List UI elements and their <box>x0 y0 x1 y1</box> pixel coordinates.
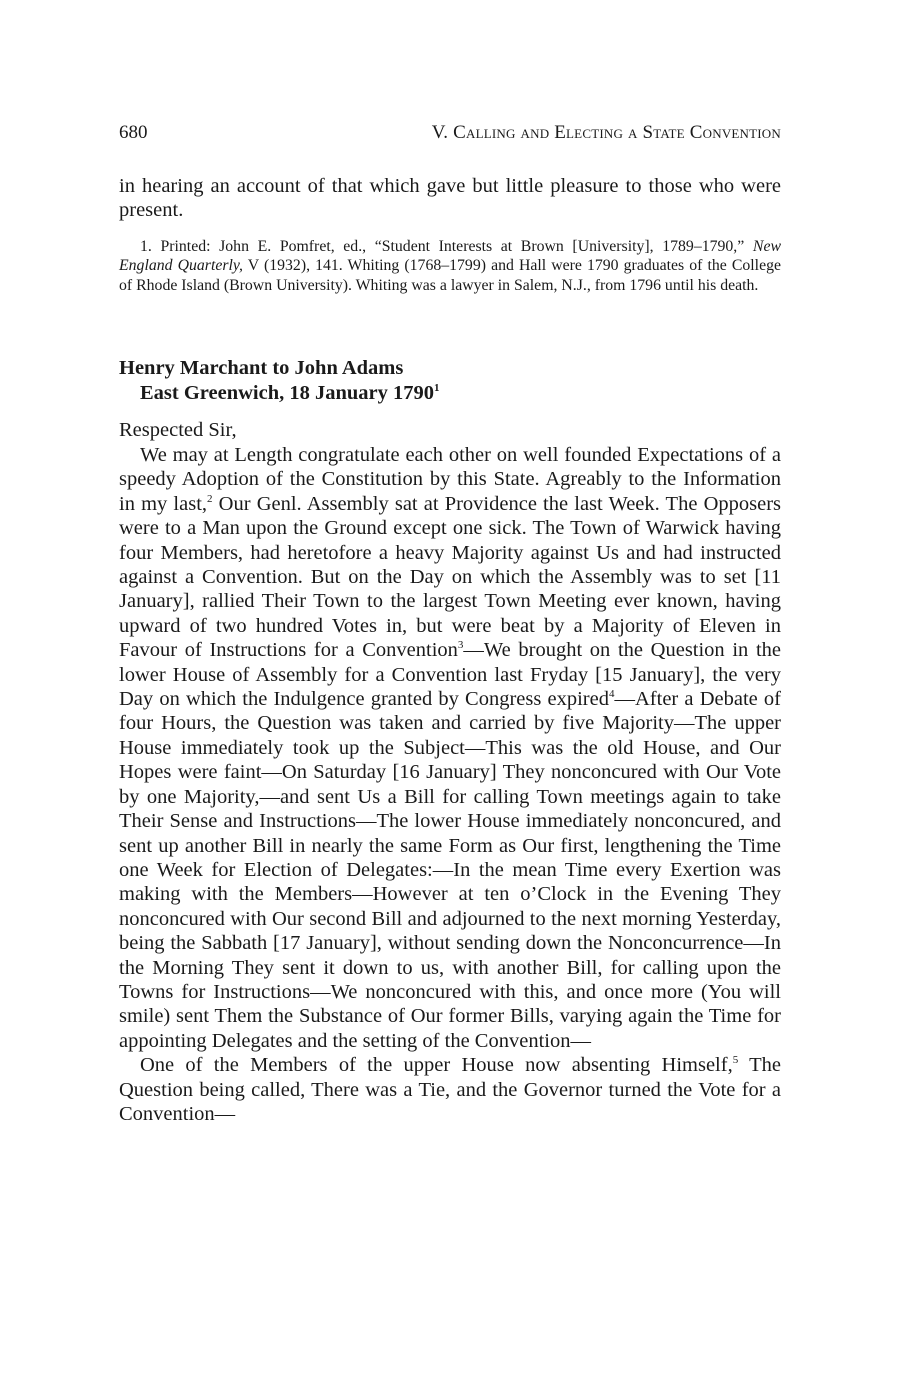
continued-text: in hearing an account of that which gave but little pleasure to those who were present. <box>119 175 781 222</box>
letter-segment: We may at Length congratulate each other on well founded Expectations of a speedy Adoption of the Constitution by this State. Agreably to the Information in my last, <box>119 444 781 515</box>
footnote-ref-2: 2 <box>207 492 213 505</box>
footnote-ref-3: 3 <box>457 639 464 652</box>
page-number: 680 <box>119 122 148 143</box>
footnote <box>119 237 781 295</box>
letter-segment: —After a Debate of four Hours, the Question was taken and carried by five Majority—The upper House immediately took up the Subject—This was the old House, and Our Hopes were faint—On Saturday [16 January] They nonconcured with Our Vote by one Majority,—and sent Us a Bill for calling Town meetings again to take Their Sense and Instructions—The lower House immediately nonconcured, and sent up another Bill in nearly the same Form as Our first, lengthening the Time one Week for Election of Delegates:—In the mean Time every Exertion was making with the Members—However at ten o’Clock in the Evening They nonconcured with Our second Bill and adjourned to the next morning Yesterday, being the Sabbath [17 January], without sending down the Nonconcurrence—In the Morning They sent it down to us, with another Bill, for calling upon the Towns for Instructions—We nonconcured with this, and once more (You will smile) sent Them the Substance of Our former Bills, varying again the Time for appointing Delegates and the setting of the Convention— <box>119 688 781 1052</box>
letter-segment: Our Genl. Assembly sat at Providence the last Week. The Opposers were to a Man upon the Ground except one sick. The Town of Warwick having four Members, had heretofore a heavy Majority against Us and had instructed against a Convention. But on the Day on which the Assembly was to set [11 January], rallied Their Town to the largest Town Meeting ever known, having upward of two hundred Votes in, but were beat by a Majority of Eleven in Favour of Instructions for a Convention <box>119 492 781 662</box>
continued-paragraph <box>119 174 781 223</box>
running-title: V. Calling and Electing a State Convention <box>431 122 781 143</box>
heading-line-1: Henry Marchant to John Adams <box>119 357 404 379</box>
heading-line-2 <box>119 381 781 406</box>
letter-paragraph-1 <box>119 443 781 1053</box>
heading-place-date: East Greenwich, 18 January 1790 <box>140 382 435 404</box>
footnote-ref-1: 1 <box>434 382 440 395</box>
letter-body <box>119 443 781 1126</box>
document-heading <box>119 356 781 406</box>
footnote-prefix: 1. Printed: John E. Pomfret, ed., “Student Interests at Brown [University], 1789–1790,” <box>140 238 753 255</box>
running-head <box>119 122 781 148</box>
footnote-journal: New England Quarterly, <box>119 238 781 275</box>
footnote-ref-4: 4 <box>609 688 615 701</box>
footnote-ref-5: 5 <box>732 1054 739 1067</box>
letter-segment: One of the Members of the upper House now absenting Himself, <box>140 1054 733 1077</box>
letter-segment: —We brought on the Question in the lower House of Assembly for a Convention last Fryday [15 January], the very Day on which the Indulgence granted by Congress expired <box>119 639 781 711</box>
footnote-suffix: V (1932), 141. Whiting (1768–1799) and Hall were 1790 graduates of the College of Rhode Island (Brown University). Whiting was a lawyer in Salem, N.J., from 1796 until his death. <box>119 257 781 294</box>
letter-paragraph-2 <box>119 1053 781 1126</box>
footnote-text <box>119 237 781 295</box>
letter-segment: The Question being called, There was a Tie, and the Governor turned the Vote for a Convention— <box>119 1054 781 1125</box>
salutation-text: Respected Sir, <box>119 419 237 441</box>
salutation <box>119 418 781 442</box>
